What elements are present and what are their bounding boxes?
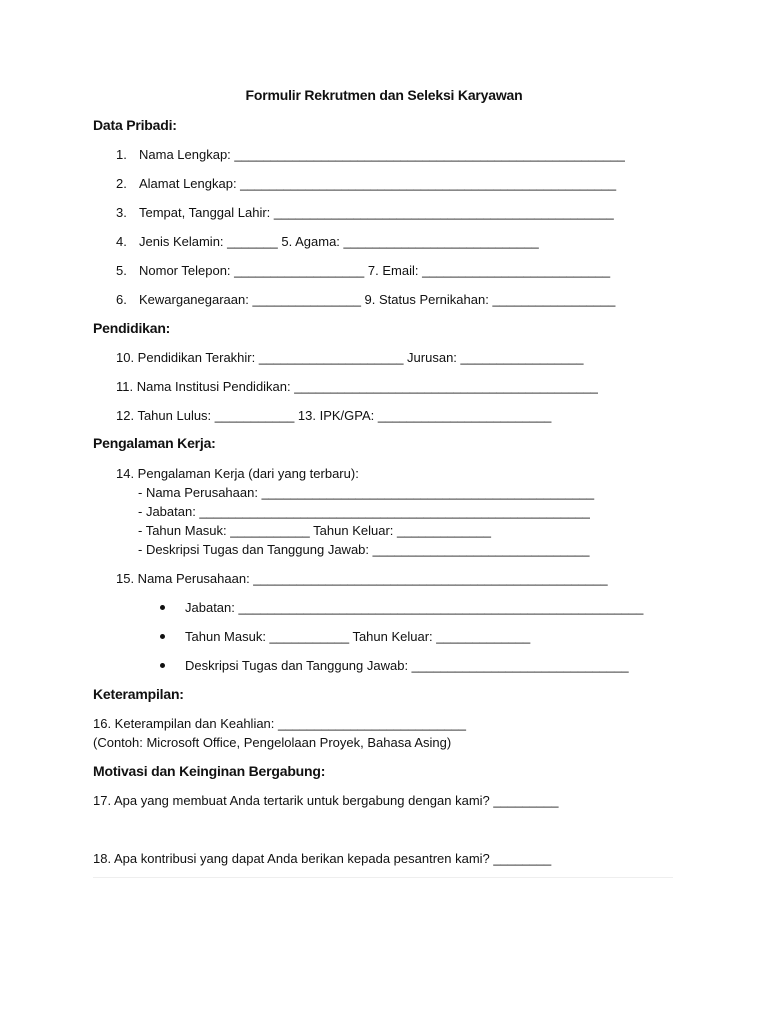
form-field-pengalaman-intro: 14. Pengalaman Kerja (dari yang terbaru): [116, 466, 359, 481]
form-field-pendidikan-terakhir: 10. Pendidikan Terakhir: ____________________ Jurusan: _________________ [116, 350, 584, 365]
form-title: Formulir Rekrutmen dan Seleksi Karyawan [245, 87, 523, 103]
form-field-kewarganegaraan-status [116, 290, 615, 309]
item-text: Nama Lengkap: ______________________________________________________ [139, 147, 625, 162]
form-field-nama-lengkap [116, 145, 625, 164]
section-heading-motivasi: Motivasi dan Keinginan Bergabung: [93, 763, 326, 779]
item-number: 4. [116, 234, 127, 249]
bullet-icon [160, 634, 165, 639]
item-text: Tempat, Tanggal Lahir: _______________________________________________ [139, 205, 614, 220]
form-field-jabatan-15: Jabatan: ________________________________________________________ [185, 600, 644, 615]
item-text: Jenis Kelamin: _______ 5. Agama: ___________________________ [139, 234, 539, 249]
form-field-jabatan: - Jabatan: ______________________________________________________ [138, 504, 590, 519]
form-field-deskripsi-15: Deskripsi Tugas dan Tanggung Jawab: ______________________________ [185, 658, 629, 673]
section-heading-pengalaman-kerja: Pengalaman Kerja: [93, 435, 216, 451]
form-field-tahun-15: Tahun Masuk: ___________ Tahun Keluar: _____________ [185, 629, 531, 644]
form-field-tempat-tanggal-lahir [116, 203, 614, 222]
item-number: 5. [116, 263, 127, 278]
item-text: Alamat Lengkap: ____________________________________________________ [139, 176, 617, 191]
form-field-tahun-masuk-keluar: - Tahun Masuk: ___________ Tahun Keluar: _____________ [138, 523, 491, 538]
bullet-icon [160, 605, 165, 610]
item-number: 2. [116, 176, 127, 191]
form-field-jenis-kelamin-agama [116, 232, 539, 251]
form-question-17: 17. Apa yang membuat Anda tertarik untuk bergabung dengan kami? _________ [93, 793, 559, 808]
form-field-alamat-lengkap [116, 174, 616, 193]
section-heading-keterampilan: Keterampilan: [93, 686, 184, 702]
bullet-icon [160, 663, 165, 668]
form-field-nama-perusahaan: - Nama Perusahaan: ______________________________________________ [138, 485, 595, 500]
form-field-nama-perusahaan-15: 15. Nama Perusahaan: _________________________________________________ [116, 571, 608, 586]
item-number: 3. [116, 205, 127, 220]
form-question-18: 18. Apa kontribusi yang dapat Anda berikan kepada pesantren kami? ________ [93, 851, 552, 866]
form-field-keterampilan: 16. Keterampilan dan Keahlian: __________________________ [93, 716, 466, 731]
form-field-telepon-email [116, 261, 610, 280]
item-text: Nomor Telepon: __________________ 7. Email: __________________________ [139, 263, 611, 278]
form-field-nama-institusi: 11. Nama Institusi Pendidikan: __________________________________________ [116, 379, 598, 394]
keterampilan-example: (Contoh: Microsoft Office, Pengelolaan Proyek, Bahasa Asing) [93, 735, 452, 750]
form-field-deskripsi-tugas: - Deskripsi Tugas dan Tanggung Jawab: ______________________________ [138, 542, 590, 557]
item-text: Kewarganegaraan: _______________ 9. Status Pernikahan: _________________ [139, 292, 616, 307]
page-divider [93, 877, 673, 878]
section-heading-pendidikan: Pendidikan: [93, 320, 171, 336]
form-field-tahun-lulus-ipk: 12. Tahun Lulus: ___________ 13. IPK/GPA: ________________________ [116, 408, 552, 423]
item-number: 6. [116, 292, 127, 307]
item-number: 1. [116, 147, 127, 162]
section-heading-data-pribadi: Data Pribadi: [93, 117, 177, 133]
